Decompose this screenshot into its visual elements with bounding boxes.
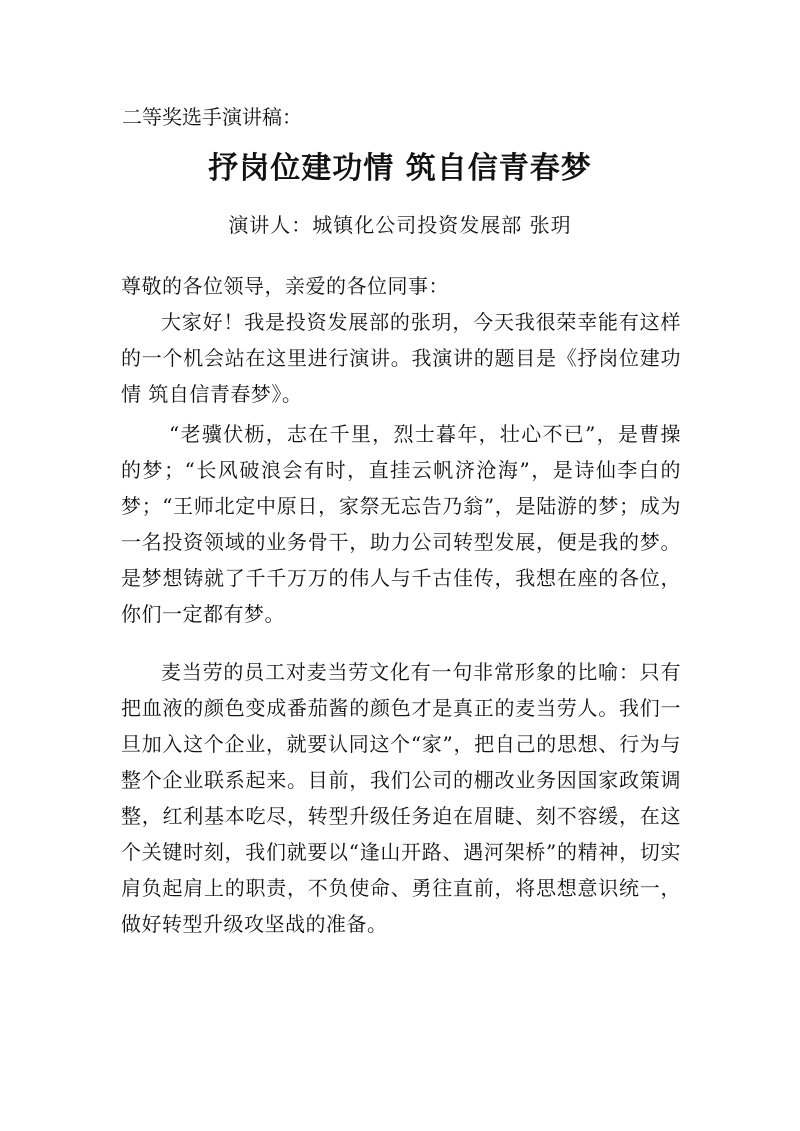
paragraph-intro: 大家好！我是投资发展部的张玥，今天我很荣幸能有这样的一个机会站在这里进行演讲。我演讲的题目是《抒岗位建功情 筑自信青春梦》。 (121, 310, 681, 406)
speech-body (121, 268, 681, 942)
award-label: 二等奖选手演讲稿： (122, 105, 302, 129)
paragraph-mcdonalds: 麦当劳的员工对麦当劳文化有一句非常形象的比喻：只有把血液的颜色变成番茄酱的颜色才是真正的麦当劳人。我们一旦加入这个企业，就要认同这个“家”，把自己的思想、行为与整个企业联系起来。目前，我们公司的棚改业务因国家政策调整，红利基本吃尽，转型升级任务迫在眉睫、刻不容缓，在这个关键时刻，我们就要以“逢山开路、遇河架桥”的精神，切实肩负起肩上的职责，不负使命、勇往直前，将思想意识统一，做好转型升级攻坚战的准备。 (121, 660, 681, 936)
speech-title: 抒岗位建功情 筑自信青春梦 (208, 151, 592, 186)
greeting: 尊敬的各位领导，亲爱的各位同事： (121, 274, 449, 298)
speaker-line: 演讲人：城镇化公司投资发展部 张玥 (228, 213, 572, 237)
paragraph-dreams: “老骥伏枥，志在千里，烈士暮年，壮心不已”，是曹操的梦；“长风破浪会有时，直挂云帆济沧海”，是诗仙李白的梦；“王师北定中原日，家祭无忘告乃翁”，是陆游的梦；成为一名投资领域的业务骨干，助力公司转型发展，便是我的梦。是梦想铸就了千千万万的伟人与千古佳传，我想在座的各位，你们一定都有梦。 (121, 422, 681, 626)
